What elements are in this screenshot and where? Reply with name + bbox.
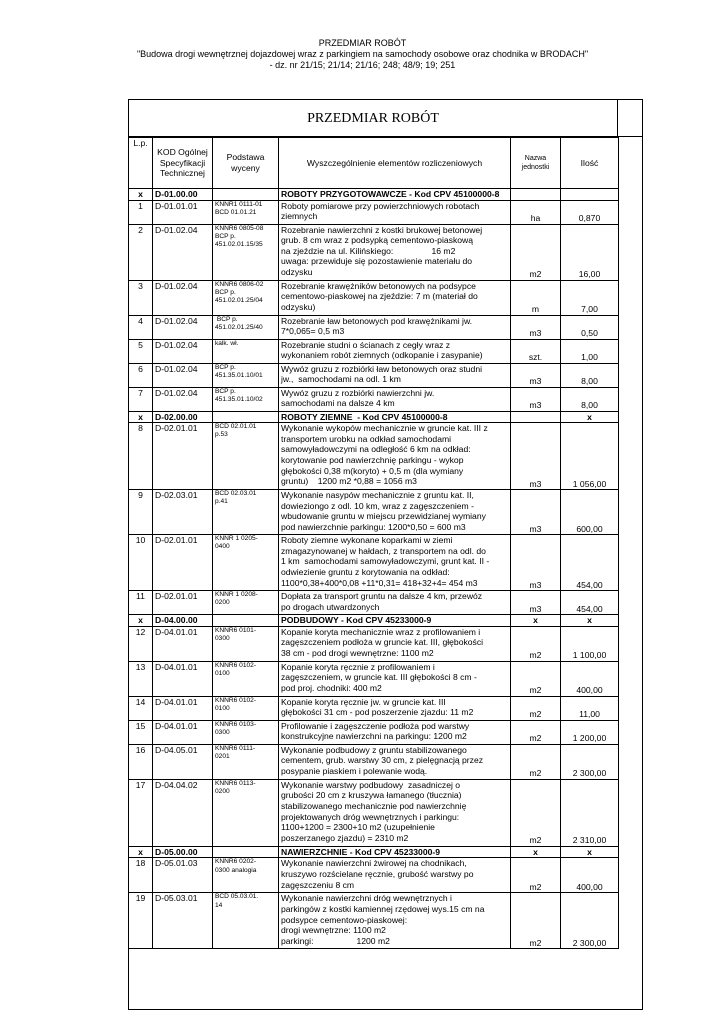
cell-unit: m2 (511, 626, 561, 661)
cell-lp: x (129, 846, 153, 858)
cell-code: D-05.00.00 (153, 846, 213, 858)
column-header-lp: L.p. (129, 138, 153, 189)
cell-description: PODBUDOWY - Kod CPV 45233000-9 (279, 615, 511, 627)
cell-basis: BCD 02.01.01 p.53 (213, 423, 279, 490)
cell-quantity: 600,00 (561, 490, 619, 535)
cell-unit: m2 (511, 893, 561, 949)
cell-unit: m3 (511, 315, 561, 339)
cell-basis (213, 411, 279, 423)
table-row (129, 423, 619, 490)
cell-unit: x (511, 846, 561, 858)
cell-description: Wykonanie wykopów mechanicznie w gruncie kat. III z transportem urobku na odkład samochodami samowyładowczymi na odległość 6 km na odkład: korytowanie pod nawierzchnię parkingu - wykop głębokości 0,38 m(koryto) + 0,5 m (dla wymiany gruntu) 1200 m2 *0,88 = 1056 m3 (279, 423, 511, 490)
cell-quantity: 400,00 (561, 858, 619, 893)
cell-description: Roboty pomiarowe przy powierzchniowych robotach ziemnych (279, 200, 511, 224)
table-row (129, 591, 619, 615)
cell-lp: 15 (129, 720, 153, 744)
cell-lp: 13 (129, 661, 153, 696)
cell-unit: m2 (511, 744, 561, 779)
cell-unit: ha (511, 200, 561, 224)
cell-description: Wykonanie podbudowy z gruntu stabilizowanego cementem, grub. warstwy 30 cm, z pielęgnacją przez posypanie piaskiem i polewanie wodą. (279, 744, 511, 779)
cell-lp: 3 (129, 280, 153, 315)
cell-description: Wykonanie warstwy podbudowy zasadniczej o grubości 20 cm z kruszywa łamanego (tłucznia) stabilizowanego mechanicznie pod nawierzchnię projektowanych dróg wewnętrznych i parkingu: 1100+1200 = 2300+10 m2 (uzupełnienie poszerzanego zjazdu) = 2310 m2 (279, 779, 511, 846)
cell-basis (213, 189, 279, 201)
cell-code: D-05.03.01 (153, 893, 213, 949)
table-row (129, 696, 619, 720)
cell-quantity: 1 100,00 (561, 626, 619, 661)
cell-quantity: x (561, 615, 619, 627)
table-row (129, 535, 619, 591)
cell-code: D-04.00.00 (153, 615, 213, 627)
table-row (129, 315, 619, 339)
cell-quantity: 0,50 (561, 315, 619, 339)
cell-unit (511, 189, 561, 201)
cell-unit: m2 (511, 224, 561, 280)
table-row (129, 744, 619, 779)
cell-code: D-01.02.04 (153, 280, 213, 315)
table-row (129, 779, 619, 846)
cell-basis: KNNR6 0805-08 BCP p. 451.02.01.15/35 (213, 224, 279, 280)
table-row (129, 363, 619, 387)
cell-code: D-01.02.04 (153, 315, 213, 339)
cell-basis: BCP p. 451.02.01.25/40 (213, 315, 279, 339)
cell-quantity: 11,00 (561, 696, 619, 720)
column-header-description: Wyszczególnienie elementów rozliczeniowych (279, 138, 511, 189)
cell-quantity: x (561, 846, 619, 858)
cell-code: D-04.01.01 (153, 720, 213, 744)
cell-lp: 7 (129, 387, 153, 411)
cell-quantity: 1 200,00 (561, 720, 619, 744)
cell-basis: KNNR 1 0205- 0400 (213, 535, 279, 591)
cell-description: Kopanie koryta mechanicznie wraz z profilowaniem i zagęszczeniem podłoża w gruncie kat. III, głębokości 38 cm - pod drogi wewnętrzne: 1100 m2 (279, 626, 511, 661)
section-row (129, 615, 619, 627)
cell-quantity: 454,00 (561, 535, 619, 591)
cell-basis: BCP p. 451.35.01.10/02 (213, 387, 279, 411)
cell-quantity: 7,00 (561, 280, 619, 315)
table-row (129, 661, 619, 696)
cell-description: Wykonanie nawierzchni żwirowej na chodnikach, kruszywo rozścielane ręcznie, grubość warstwy po zagęszczeniu 8 cm (279, 858, 511, 893)
cell-lp: 9 (129, 490, 153, 535)
table-row (129, 200, 619, 224)
cell-code: D-01.02.04 (153, 224, 213, 280)
cell-description: Kopanie koryta ręcznie jw. w gruncie kat. III głębokości 31 cm - pod poszerzenie zjazdu: 11 m2 (279, 696, 511, 720)
cell-lp: 12 (129, 626, 153, 661)
table-row (129, 626, 619, 661)
cell-basis: KNNR1 0111-01 BCD 01.01.21 (213, 200, 279, 224)
table-row (129, 490, 619, 535)
cell-unit: m3 (511, 591, 561, 615)
cell-code: D-01.01.01 (153, 200, 213, 224)
cell-lp: 10 (129, 535, 153, 591)
cell-quantity: 2 300,00 (561, 893, 619, 949)
cell-basis (213, 615, 279, 627)
cell-basis: BCD 05.03.01. 14 (213, 893, 279, 949)
cell-basis: KNNR6 0111- 0201 (213, 744, 279, 779)
cell-description: Wykonanie nawierzchni dróg wewnętrznych i parkingów z kostki kamiennej rzędowej wys.15 cm na podsypce cementowo-piaskowej: drogi wewnętrzne: 1100 m2 parkingi: 1200 m2 (279, 893, 511, 949)
cell-lp: 2 (129, 224, 153, 280)
column-header-code: KOD Ogólnej Specyfikacji Technicznej (153, 138, 213, 189)
cell-basis: KNNR 1 0208- 0200 (213, 591, 279, 615)
cell-description: Wywóz gruzu z rozbiórki nawierzchni jw. samochodami na dalsze 4 km (279, 387, 511, 411)
cell-quantity: 0,870 (561, 200, 619, 224)
cell-description: Wywóz gruzu z rozbiórki ław betonowych oraz studni jw., samochodami na odl. 1 km (279, 363, 511, 387)
cell-code: D-02.01.01 (153, 423, 213, 490)
cell-unit: m2 (511, 720, 561, 744)
cell-description: Kopanie koryta ręcznie z profilowaniem i zagęszczeniem, w gruncie kat. III głębokości 8 cm - pod proj. chodniki: 400 m2 (279, 661, 511, 696)
cell-description: Dopłata za transport gruntu na dalsze 4 km, przewóz po drogach utwardzonych (279, 591, 511, 615)
cell-basis: KNNR6 0102- 0100 (213, 696, 279, 720)
cell-code: D-01.02.04 (153, 339, 213, 363)
table-row (129, 858, 619, 893)
cell-lp: 19 (129, 893, 153, 949)
cell-code: D-04.01.01 (153, 661, 213, 696)
column-header-quantity: Ilość (561, 138, 619, 189)
cell-basis (213, 846, 279, 858)
cell-description: Rozebranie krawężników betonowych na podsypce cementowo-piaskowej na zjeździe: 7 m (materiał do odzysku) (279, 280, 511, 315)
section-row (129, 411, 619, 423)
cell-description: Rozebranie ław betonowych pod krawężnikami jw. 7*0,065= 0,5 m3 (279, 315, 511, 339)
column-header-unit: Nazwa jednostki (511, 138, 561, 189)
cell-description: Roboty ziemne wykonane koparkami w ziemi zmagazynowanej w hałdach, z transportem na odl. do 1 km samochodami samowyładowczymi, grunt kat. II - odwiezienie gruntu z korytowania na odkład: 1100*0,38+400*0,08 +11*0,31= 418+32+4= 454 m3 (279, 535, 511, 591)
cell-code: D-04.04.02 (153, 779, 213, 846)
cell-unit: m2 (511, 661, 561, 696)
cell-basis: KNNR6 0103- 0300 (213, 720, 279, 744)
section-row (129, 189, 619, 201)
cell-description: Wykonanie nasypów mechanicznie z gruntu kat. II, dowieziongo z odl. 10 km, wraz z zagęszczeniem - wbudowanie gruntu w miejscu przewidzianej wymiany pod nawierzchnie parkingu: 1200*0,50 = 600 m3 (279, 490, 511, 535)
cell-quantity: 454,00 (561, 591, 619, 615)
cell-lp: 6 (129, 363, 153, 387)
cell-quantity: 400,00 (561, 661, 619, 696)
cell-unit: m3 (511, 363, 561, 387)
cell-lp: x (129, 615, 153, 627)
cell-unit: m (511, 280, 561, 315)
cell-lp: 8 (129, 423, 153, 490)
cell-lp: 18 (129, 858, 153, 893)
table-title: PRZEDMIAR ROBÓT (307, 111, 439, 126)
cell-quantity: 8,00 (561, 363, 619, 387)
table-row (129, 387, 619, 411)
cell-quantity: 16,00 (561, 224, 619, 280)
cell-code: D-02.00.00 (153, 411, 213, 423)
header-project-name: "Budowa drogi wewnętrznej dojazdowej wraz z parkingiem na samochody osobowe oraz chodnika w BRODACH" (136, 49, 589, 59)
table-row (129, 720, 619, 744)
cell-lp: x (129, 189, 153, 201)
cell-lp: 4 (129, 315, 153, 339)
cell-unit: m3 (511, 423, 561, 490)
cell-code: D-02.01.01 (153, 535, 213, 591)
cell-description: Rozebranie studni o ścianach z cegły wraz z wykonaniem robót ziemnych (odkopanie i zasypanie) (279, 339, 511, 363)
cell-description: Rozebranie nawierzchni z kostki brukowej betonowej grub. 8 cm wraz z podsypką cementowo-piaskową na zjeździe na ul. Kilińskiego: 16 m2 uwaga: przewiduje się pozostawienie materiału do odzysku (279, 224, 511, 280)
cell-unit: x (511, 615, 561, 627)
table-row (129, 280, 619, 315)
title-divider (617, 99, 618, 137)
cell-lp: 17 (129, 779, 153, 846)
cell-quantity: x (561, 411, 619, 423)
cell-unit: m2 (511, 779, 561, 846)
cell-unit: m3 (511, 387, 561, 411)
cell-quantity: 1 056,00 (561, 423, 619, 490)
cell-lp: 1 (129, 200, 153, 224)
cell-description: NAWIERZCHNIE - Kod CPV 45233000-9 (279, 846, 511, 858)
cell-basis: KNNR6 0113- 0200 (213, 779, 279, 846)
column-header-basis: Podstawa wyceny (213, 138, 279, 189)
cell-quantity: 8,00 (561, 387, 619, 411)
cell-quantity: 2 310,00 (561, 779, 619, 846)
cell-unit (511, 411, 561, 423)
cell-basis: KNNR6 0102- 0100 (213, 661, 279, 696)
table-row (129, 224, 619, 280)
header-plot-numbers: - dz. nr 21/15; 21/14; 21/16; 248; 48/9; 19; 251 (269, 60, 456, 70)
cell-code: D-04.01.01 (153, 626, 213, 661)
cell-basis: BCP p. 451.35.01.10/01 (213, 363, 279, 387)
cell-basis: kalk. wł. (213, 339, 279, 363)
cell-code: D-04.05.01 (153, 744, 213, 779)
cell-unit: m3 (511, 535, 561, 591)
table-row (129, 339, 619, 363)
cell-code: D-04.01.01 (153, 696, 213, 720)
cell-lp: 11 (129, 591, 153, 615)
cell-description: Profilowanie i zagęszczenie podłoża pod warstwy konstrukcyjne nawierzchni na parkingu: 1200 m2 (279, 720, 511, 744)
cell-unit: m2 (511, 858, 561, 893)
cell-code: D-01.02.04 (153, 363, 213, 387)
cell-quantity: 1,00 (561, 339, 619, 363)
cell-lp: 5 (129, 339, 153, 363)
table-title-bar (128, 99, 643, 137)
table-row (129, 893, 619, 949)
quantity-table (128, 137, 619, 949)
cell-description: ROBOTY PRZYGOTOWAWCZE - Kod CPV 45100000-8 (279, 189, 511, 201)
column-header-row (129, 138, 619, 189)
cell-code: D-01.02.04 (153, 387, 213, 411)
cell-unit: m3 (511, 490, 561, 535)
cell-code: D-02.03.01 (153, 490, 213, 535)
cell-lp: x (129, 411, 153, 423)
cell-description: ROBOTY ZIEMNE - Kod CPV 45100000-8 (279, 411, 511, 423)
cell-basis: BCD 02.03.01 p.41 (213, 490, 279, 535)
cell-quantity (561, 189, 619, 201)
cell-unit: szt. (511, 339, 561, 363)
section-row (129, 846, 619, 858)
cell-basis: KNNR6 0101- 0300 (213, 626, 279, 661)
cell-lp: 16 (129, 744, 153, 779)
cell-basis: KNNR6 0202- 0300 analogia (213, 858, 279, 893)
cell-code: D-02.01.01 (153, 591, 213, 615)
cell-quantity: 2 300,00 (561, 744, 619, 779)
header-title: PRZEDMIAR ROBÓT (318, 38, 407, 48)
cell-code: D-05.01.03 (153, 858, 213, 893)
cell-code: D-01.00.00 (153, 189, 213, 201)
cell-lp: 14 (129, 696, 153, 720)
cell-basis: KNNR6 0806-02 BCP p. 451.02.01.25/04 (213, 280, 279, 315)
cell-unit: m2 (511, 696, 561, 720)
